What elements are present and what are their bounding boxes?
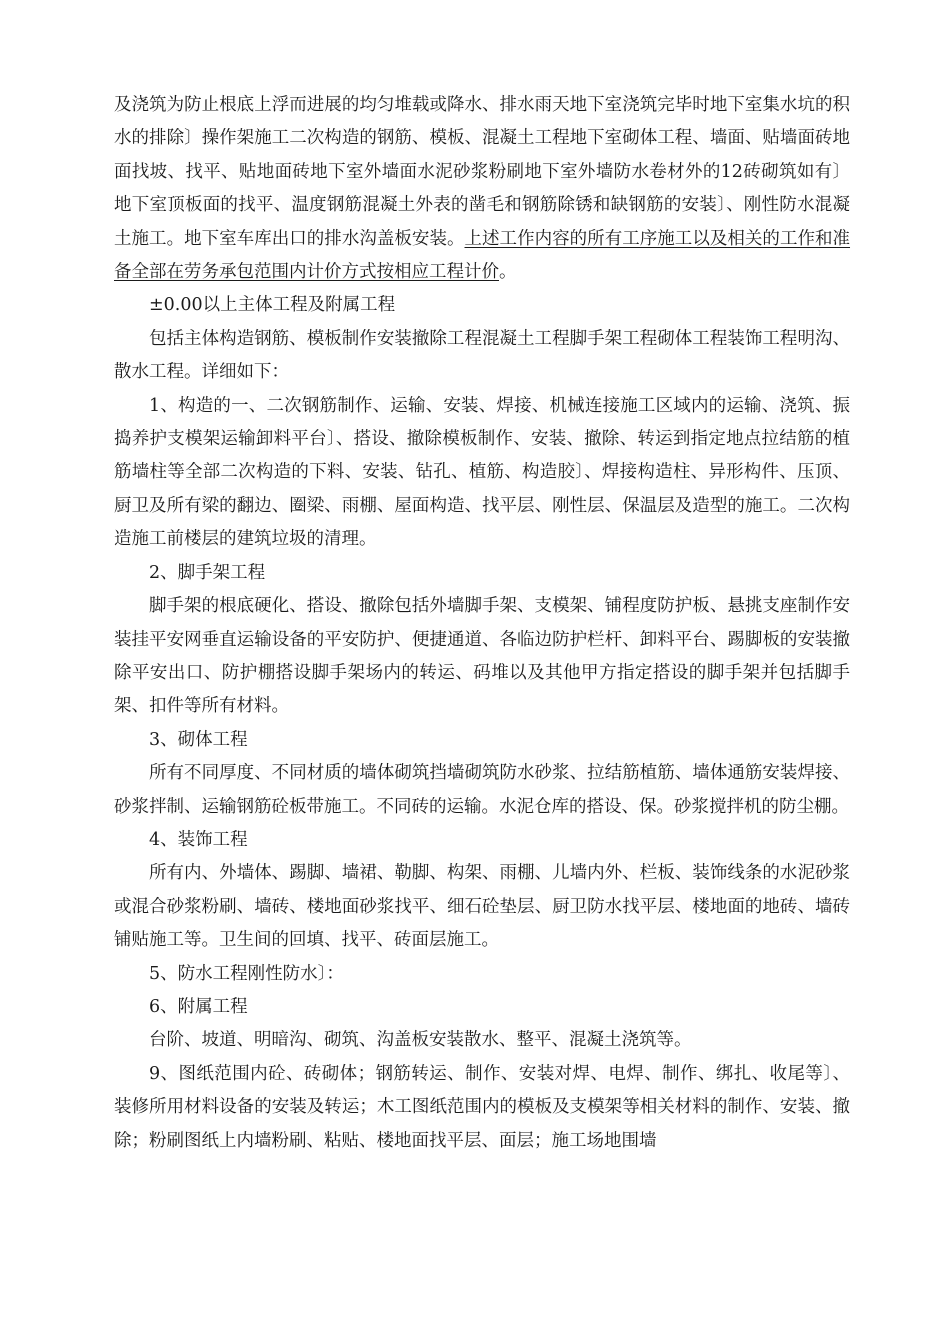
paragraph-item-9: 9、图纸范围内砼、砖砌体；钢筋转运、制作、安装对焊、电焊、制作、绑扎、收尾等〕、装修所用材料设备的安装及转运；木工图纸范围内的模板及支模架等相关材料的制作、安装、撤除；粉刷图纸上内墙粉刷、粘贴、楼地面找平层、面层；施工场地围墙 — [114, 1063, 850, 1151]
section-heading-5: 5、防水工程刚性防水〕： — [149, 963, 344, 984]
document-body — [114, 89, 850, 1158]
section-heading-2: 2、脚手架工程 — [149, 562, 266, 583]
section-heading-6: 6、附属工程 — [149, 996, 248, 1017]
underlined-text: 上述工作内容的所有工序施工以及相关的工作和准备全部在劳务承包范围内计价方式按相应工程计价 — [114, 228, 851, 283]
paragraph-text: 。 — [499, 262, 517, 283]
paragraph-item-6: 台阶、坡道、明暗沟、砌筑、沟盖板安装散水、整平、混凝土浇筑等。 — [149, 1030, 692, 1051]
paragraph-text: 及浇筑为防止根底上浮而进展的均匀堆载或降水、排水雨天地下室浇筑完毕时地下室集水坑的积水的排除〕操作架施工二次构造的钢筋、模板、混凝土工程地下室砌体工程、墙面、贴墙面砖地面找坡、找平、贴地面砖地下室外墙面水泥砂浆粉刷地下室外墙防水卷材外的12砖砌筑如有〕地下室顶板面的找平、温度钢筋混凝土外表的凿毛和钢筋除锈和缺钢筋的安装〕、刚性防水混凝土施工。地下室车库出口的排水沟盖板安装。 — [114, 95, 850, 249]
paragraph-item-1: 1、构造的一、二次钢筋制作、运输、安装、焊接、机械连接施工区域内的运输、浇筑、振捣养护支模架运输卸料平台〕、搭设、撤除模板制作、安装、撤除、转运到指定地点拉结筋的植筋墙柱等全部二次构造的下料、安装、钻孔、植筋、构造胶〕、焊接构造柱、异形构件、压顶、厨卫及所有梁的翻边、圈梁、雨棚、屋面构造、找平层、刚性层、保温层及造型的施工。二次构造施工前楼层的建筑垃圾的清理。 — [114, 395, 850, 550]
paragraph-item-2: 脚手架的根底硬化、搭设、撤除包括外墙脚手架、支模架、铺程度防护板、悬挑支座制作安装挂平安网垂直运输设备的平安防护、便捷通道、各临边防护栏杆、卸料平台、踢脚板的安装撤除平安出口、防护棚搭设脚手架场内的转运、码堆以及其他甲方指定搭设的脚手架并包括脚手架、扣件等所有材料。 — [114, 596, 850, 717]
paragraph-basement-scope — [114, 89, 850, 289]
paragraph-item-4: 所有内、外墙体、踢脚、墙裙、勒脚、构架、雨棚、儿墙内外、栏板、装饰线条的水泥砂浆或混合砂浆粉刷、墙砖、楼地面砂浆找平、细石砼垫层、厨卫防水找平层、楼地面的地砖、墙砖铺贴施工等。卫生间的回填、找平、砖面层施工。 — [114, 863, 850, 951]
paragraph-main-scope: 包括主体构造钢筋、模板制作安装撤除工程混凝土工程脚手架工程砌体工程装饰工程明沟、散水工程。详细如下： — [114, 328, 850, 383]
section-heading-4: 4、装饰工程 — [149, 829, 248, 850]
section-heading-3: 3、砌体工程 — [149, 729, 248, 750]
section-heading-main: ±0.00以上主体工程及附属工程 — [149, 295, 396, 316]
paragraph-item-3: 所有不同厚度、不同材质的墙体砌筑挡墙砌筑防水砂浆、拉结筋植筋、墙体通筋安装焊接、砂浆拌制、运输钢筋砼板带施工。不同砖的运输。水泥仓库的搭设、保。砂浆搅拌机的防尘棚。 — [114, 763, 850, 817]
